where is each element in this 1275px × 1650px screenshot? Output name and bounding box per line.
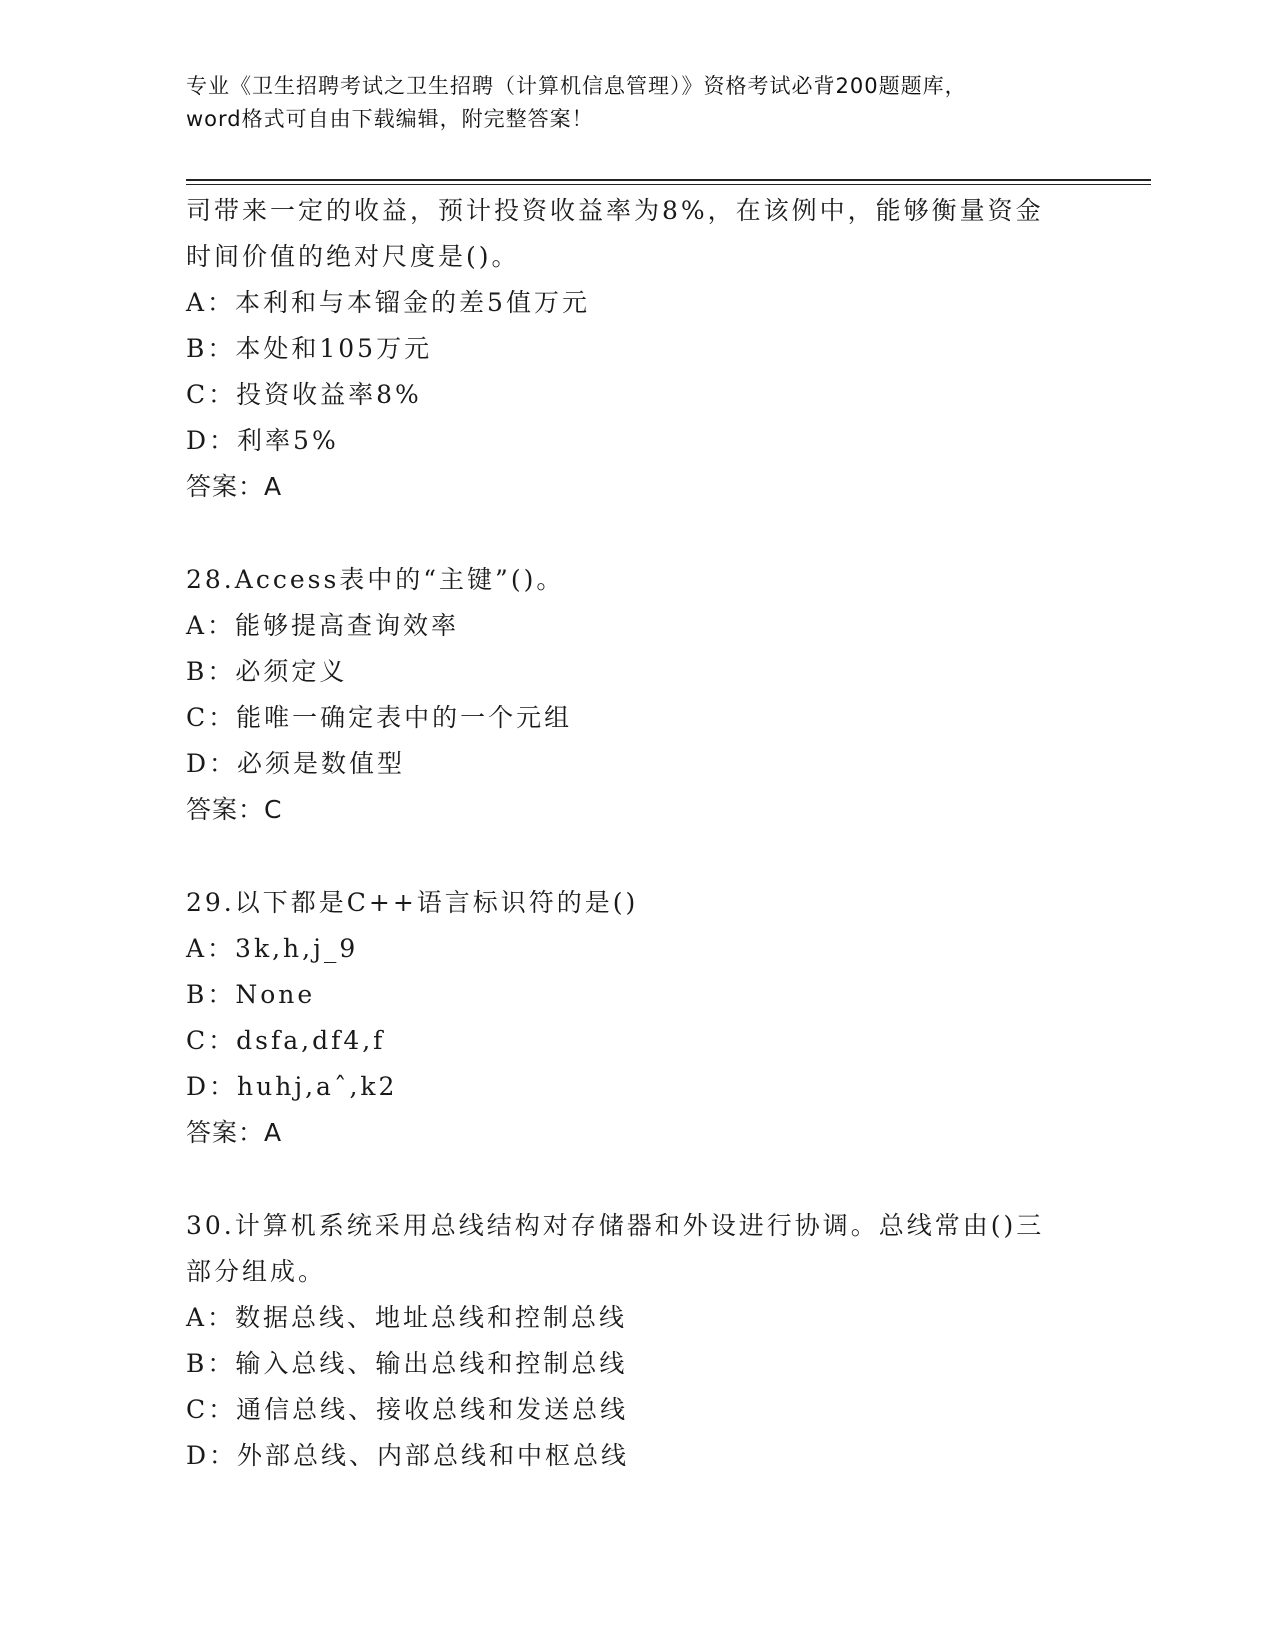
question-30: [186, 1203, 1086, 1479]
option-c: C：dsfa,df4,f: [186, 1026, 386, 1055]
option-d: D：huhj,aˆ,k2: [186, 1072, 398, 1101]
option-b: B：输入总线、输出总线和控制总线: [186, 1349, 628, 1378]
option-c: C：能唯一确定表中的一个元组: [186, 703, 573, 732]
document-header: [186, 70, 1066, 136]
header-title-line1: 专业《卫生招聘考试之卫生招聘（计算机信息管理）》资格考试必背200题题库，: [186, 74, 967, 98]
option-c: C：通信总线、接收总线和发送总线: [186, 1395, 629, 1424]
header-divider-thin: [186, 184, 1151, 185]
question-stem: 28.Access表中的“主键”()。: [186, 565, 565, 594]
option-b: B：必须定义: [186, 657, 348, 686]
question-stem: 29.以下都是C++语言标识符的是(): [186, 888, 639, 917]
question-stem: 司带来一定的收益，预计投资收益率为8%，在该例中，能够衡量资金: [186, 196, 1044, 225]
option-c: C：投资收益率8%: [186, 380, 422, 409]
answer: 答案：C: [186, 795, 283, 824]
answer: 答案：A: [186, 472, 283, 501]
option-b: B：None: [186, 980, 316, 1009]
option-a: A：能够提高查询效率: [186, 611, 460, 640]
question-stem: 部分组成。: [186, 1257, 327, 1286]
question-28: [186, 557, 1086, 833]
question-27: [186, 188, 1086, 510]
option-a: A：本利和与本镏金的差5值万元: [186, 288, 590, 317]
header-divider-thick: [186, 179, 1151, 181]
question-stem: 30.计算机系统采用总线结构对存储器和外设进行协调。总线常由()三: [186, 1211, 1045, 1240]
option-a: A：3k,h,j_9: [186, 934, 359, 963]
question-stem: 时间价值的绝对尺度是()。: [186, 242, 520, 271]
option-d: D：利率5%: [186, 426, 339, 455]
option-b: B：本处和105万元: [186, 334, 433, 363]
answer: 答案：A: [186, 1118, 283, 1147]
option-a: A：数据总线、地址总线和控制总线: [186, 1303, 628, 1332]
question-list: [186, 188, 1086, 1479]
header-title-line2: word格式可自由下载编辑，附完整答案！: [186, 107, 594, 131]
option-d: D：外部总线、内部总线和中枢总线: [186, 1441, 630, 1470]
question-29: [186, 880, 1086, 1156]
option-d: D：必须是数值型: [186, 749, 406, 778]
